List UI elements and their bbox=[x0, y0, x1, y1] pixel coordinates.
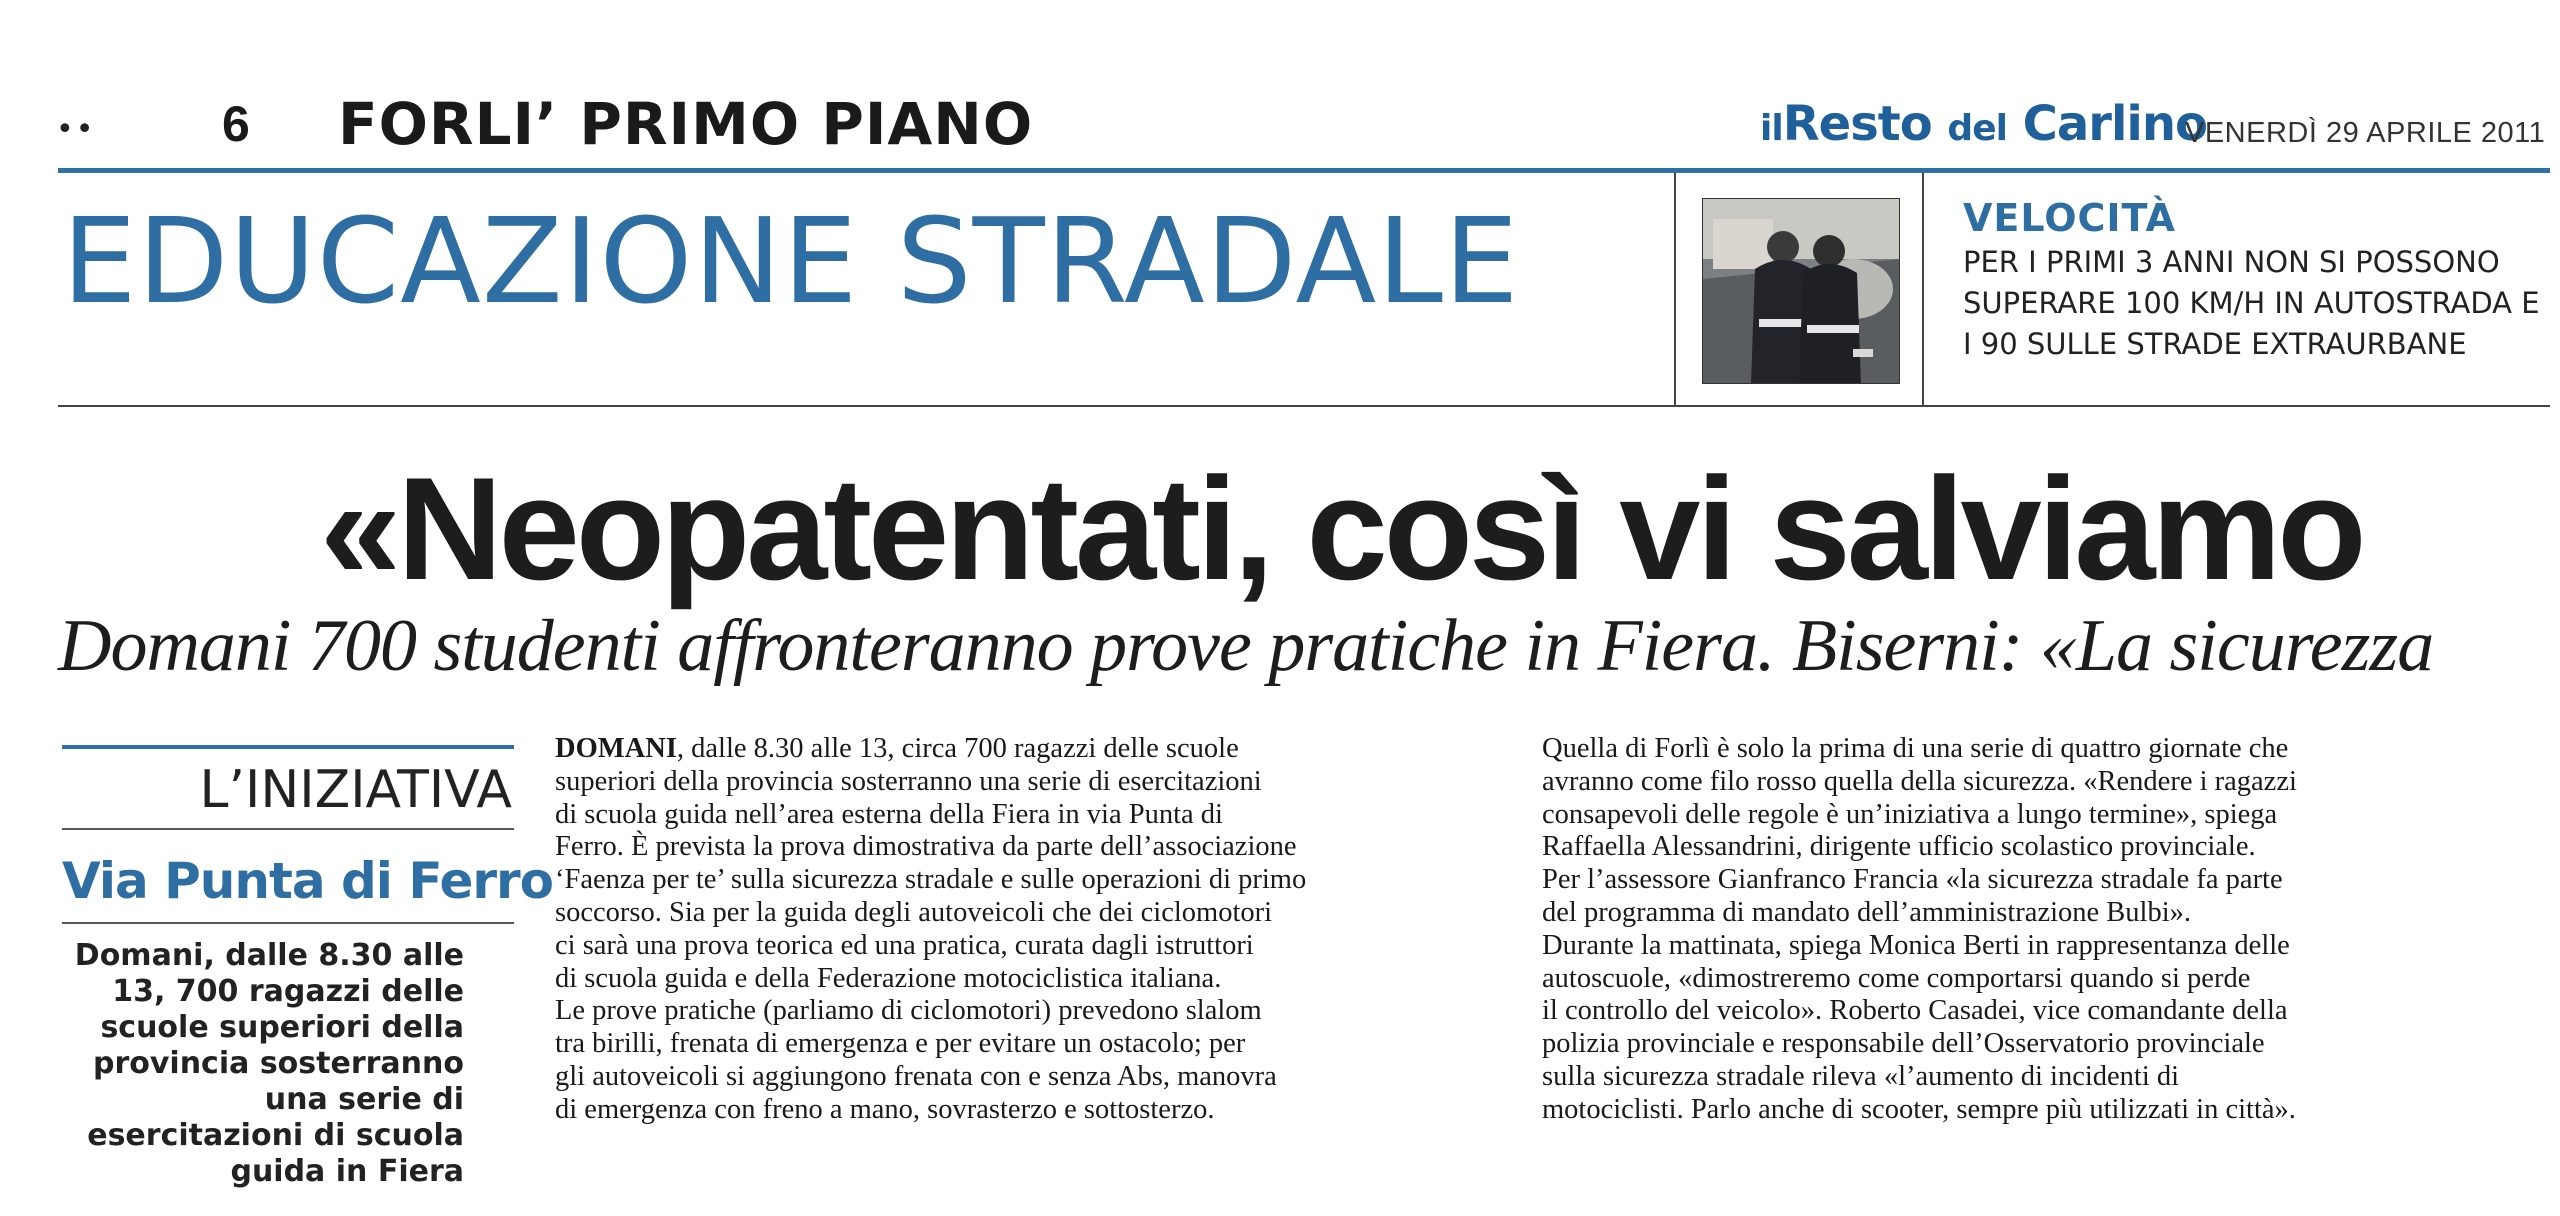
divider bbox=[1674, 173, 1676, 405]
article-column-1 bbox=[555, 733, 1515, 1127]
sidebar-title: VELOCITÀ bbox=[1963, 196, 2176, 240]
logo-resto: Resto bbox=[1782, 96, 1932, 152]
section-title: FORLI’ PRIMO PIANO bbox=[338, 90, 1034, 158]
newspaper-logo bbox=[1760, 96, 2207, 152]
article-lead: DOMANI bbox=[555, 733, 677, 764]
box-top-rule bbox=[62, 745, 514, 749]
box-title: Via Punta di Ferro bbox=[62, 852, 554, 910]
box-rule bbox=[62, 922, 514, 924]
page-dots: •• bbox=[56, 112, 96, 147]
page-number: 6 bbox=[222, 96, 250, 152]
issue-date: VENERDÌ 29 APRILE 2011 bbox=[2185, 117, 2546, 149]
sidebar-body: PER I PRIMI 3 ANNI NON SI POSSONO SUPERARE 100 KM/H IN AUTOSTRADA E I 90 SULLE STRADE EXTRAURBANE bbox=[1963, 245, 2540, 361]
divider bbox=[1922, 173, 1924, 405]
logo-carlino: Carlino bbox=[2022, 96, 2208, 152]
logo-del: del bbox=[1947, 108, 2007, 149]
box-body: Domani, dalle 8.30 alle 13, 700 ragazzi delle scuole superiori della provincia sosterranno una serie di esercitazioni di scuola guida in Fiera bbox=[74, 938, 464, 1189]
header-rule bbox=[58, 168, 2550, 173]
police-photo bbox=[1702, 198, 1900, 384]
kicker: EDUCAZIONE STRADALE bbox=[62, 192, 1520, 330]
header-bottom-rule bbox=[58, 405, 2550, 407]
headline: «Neopatentati, così vi salviamo bbox=[320, 447, 2363, 610]
police-officers-image bbox=[1703, 199, 1899, 383]
box-rule bbox=[62, 828, 514, 830]
logo-il: il bbox=[1760, 108, 1783, 149]
article-column-1-text: , dalle 8.30 alle 13, circa 700 ragazzi delle scuole superiori della provincia sosterranno una serie di esercitazioni di scuola guida nell’area esterna della Fiera in via Punta di Ferro. È prevista la prova dimostrativa da parte dell’associazione ‘Faenza per te’ sulla sicurezza stradale e sulle operazioni di primo soccorso. Sia per la guida degli autoveicoli che dei ciclomotori ci sarà una prova teorica ed una pratica, curata dagli istruttori di scuola guida e della Federazione motociclistica italiana. Le prove pratiche (parliamo di ciclomotori) prevedono slalom tra birilli, frenata di emergenza e per evitare un ostacolo; per gli autoveicoli si aggiungono frenata con e senza Abs, manovra di emergenza con freno a mano, sovrasterzo e sottosterzo. bbox=[555, 733, 1307, 1125]
subheadline: Domani 700 studenti affronteranno prove pratiche in Fiera. Biserni: «La sicurezza bbox=[58, 605, 2434, 687]
box-label: L’INIZIATIVA bbox=[199, 760, 512, 820]
article-column-2: Quella di Forlì è solo la prima di una serie di quattro giornate che avranno come filo rosso quella della sicurezza. «Rendere i ragazzi consapevoli delle regole è un’iniziativa a lungo termine», spiega Raffaella Alessandrini, dirigente ufficio scolastico provinciale. Per l’assessore Gianfranco Francia «la sicurezza stradale fa parte del programma di mandato dell’amministrazione Bulbi». Durante la mattinata, spiega Monica Berti in rappresentanza delle autoscuole, «dimostreremo come comportarsi quando si perde il controllo del veicolo». Roberto Casadei, vice comandante della polizia provinciale e responsabile dell’Osservatorio provinciale sulla sicurezza stradale rileva «l’aumento di incidenti di motociclisti. Parlo anche di scooter, sempre più utilizzati in città». bbox=[1542, 733, 2297, 1125]
